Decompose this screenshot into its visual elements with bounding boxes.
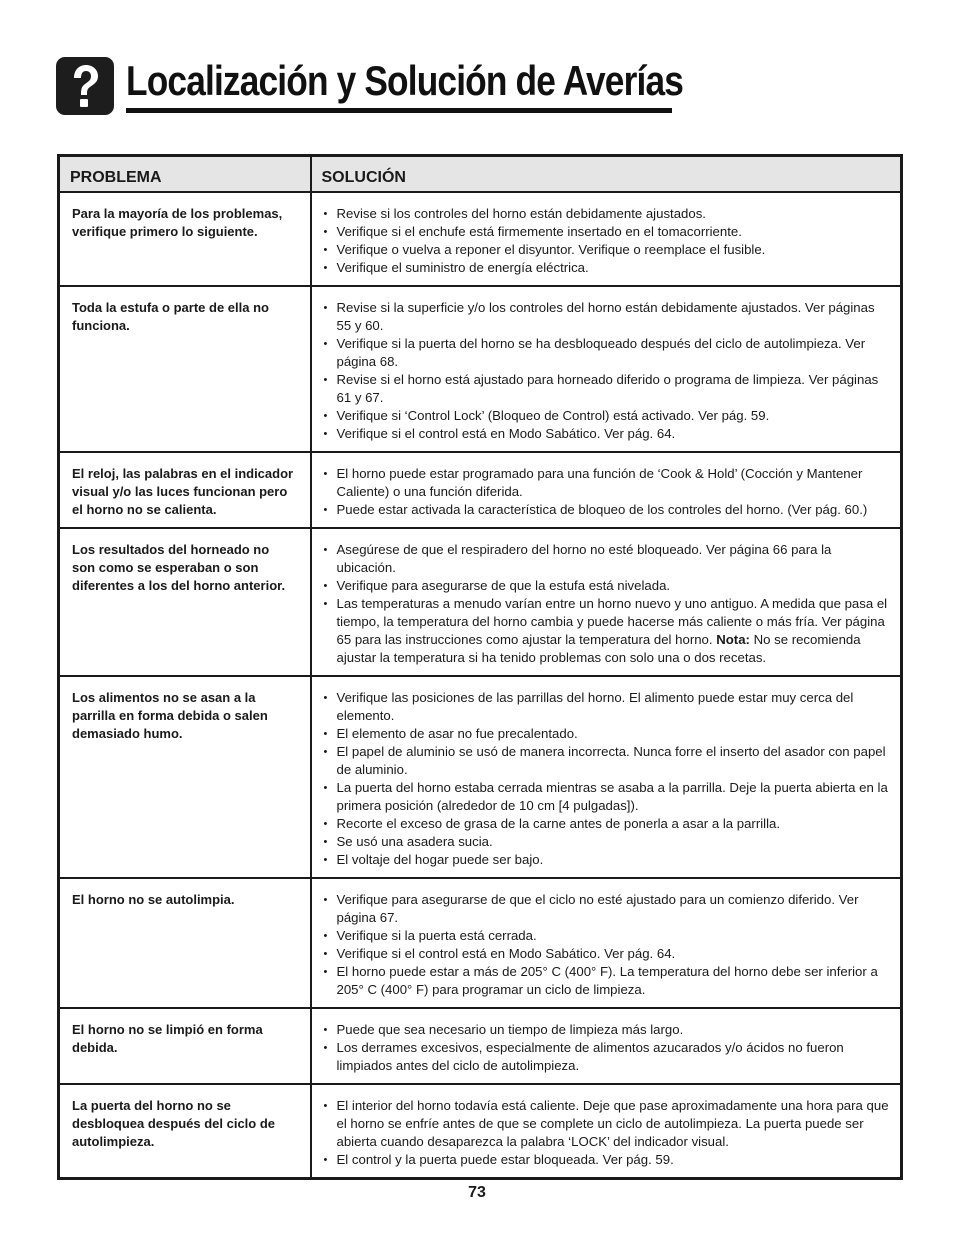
page-header [56,52,684,116]
column-header-problem: PROBLEMA [59,156,311,192]
solution-item: • Asegúrese de que el respiradero del horno no esté bloqueado. Ver página 66 para la ubicación. [320,541,893,577]
solution-item: • Verifique para asegurarse de que la estufa está nivelada. [320,577,893,595]
solution-cell [311,1008,902,1084]
column-header-solution: SOLUCIÓN [311,156,902,192]
table-row [59,1084,902,1179]
problem-cell: El reloj, las palabras en el indicador visual y/o las luces funcionan pero el horno no se calienta. [59,452,311,528]
solution-cell [311,676,902,878]
solution-list [320,465,893,519]
solution-item: • Verifique si la puerta del horno se ha desbloqueado después del ciclo de autolimpieza. Ver página 68. [320,335,893,371]
problem-cell: Los alimentos no se asan a la parrilla en forma debida o salen demasiado humo. [59,676,311,878]
table-row [59,452,902,528]
troubleshooting-table [57,154,903,1180]
solution-list [320,1021,893,1075]
table-row [59,528,902,676]
title-underline [126,108,672,113]
table-row [59,286,902,452]
solution-item: • El control y la puerta puede estar bloqueada. Ver pág. 59. [320,1151,893,1169]
solution-item: • Verifique las posiciones de las parrillas del horno. El alimento puede estar muy cerca del elemento. [320,689,893,725]
solution-list [320,1097,893,1169]
solution-item: • Revise si la superficie y/o los controles del horno están debidamente ajustados. Ver páginas 55 y 60. [320,299,893,335]
solution-item: • Revise si los controles del horno están debidamente ajustados. [320,205,893,223]
solution-item: • Los derrames excesivos, especialmente de alimentos azucarados y/o ácidos no fueron limpiados antes del ciclo de autolimpieza. [320,1039,893,1075]
solution-cell [311,286,902,452]
solution-item: • El papel de aluminio se usó de manera incorrecta. Nunca forre el inserto del asador con papel de aluminio. [320,743,893,779]
solution-item: • Revise si el horno está ajustado para horneado diferido o programa de limpieza. Ver páginas 61 y 67. [320,371,893,407]
solution-item: • El horno puede estar a más de 205° C (400° F). La temperatura del horno debe ser inferior a 205° C (400° F) para programar un ciclo de limpieza. [320,963,893,999]
solution-list [320,299,893,443]
solution-cell [311,878,902,1008]
solution-list [320,205,893,277]
table-row [59,1008,902,1084]
table-header-row [59,156,902,192]
table-row [59,878,902,1008]
solution-item: • La puerta del horno estaba cerrada mientras se asaba a la parrilla. Deje la puerta abierta en la primera posición (alrededor de 10 cm [4 pulgadas]). [320,779,893,815]
solution-cell [311,192,902,286]
page-number: 73 [468,1184,486,1201]
solution-item: • Se usó una asadera sucia. [320,833,893,851]
problem-cell: Para la mayoría de los problemas, verifique primero lo siguiente. [59,192,311,286]
problem-cell: La puerta del horno no se desbloquea después del ciclo de autolimpieza. [59,1084,311,1179]
table-row [59,192,902,286]
problem-cell: El horno no se autolimpia. [59,878,311,1008]
solution-item: • Las temperaturas a menudo varían entre un horno nuevo y uno antiguo. A medida que pasa el tiempo, la temperatura del horno cambia y puede hacerse más caliente o más fría. Ver página 65 para las instrucciones como ajustar la temperatura del horno. Nota: No se recomienda ajustar la temperatura si ha tenido problemas con solo una o dos recetas. [320,595,893,667]
question-mark-icon [56,57,114,115]
solution-cell [311,528,902,676]
solution-item: • El elemento de asar no fue precalentado. [320,725,893,743]
solution-cell [311,1084,902,1179]
problem-cell: Toda la estufa o parte de ella no funciona. [59,286,311,452]
solution-cell [311,452,902,528]
table-body [59,192,902,1179]
solution-item: • Verifique si el control está en Modo Sabático. Ver pág. 64. [320,425,893,443]
solution-list [320,689,893,869]
solution-item: • El interior del horno todavía está caliente. Deje que pase aproximadamente una hora para que el horno se enfríe antes de que se complete un ciclo de autolimpieza. La puerta puede ser abierta cuando desaparezca la palabra ‘LOCK’ del indicador visual. [320,1097,893,1151]
solution-item: • Recorte el exceso de grasa de la carne antes de ponerla a asar a la parrilla. [320,815,893,833]
solution-item: • Verifique o vuelva a reponer el disyuntor. Verifique o reemplace el fusible. [320,241,893,259]
solution-item: • Puede que sea necesario un tiempo de limpieza más largo. [320,1021,893,1039]
solution-item: • El voltaje del hogar puede ser bajo. [320,851,893,869]
solution-item: • Verifique el suministro de energía eléctrica. [320,259,893,277]
solution-list [320,541,893,667]
solution-item: • Verifique para asegurarse de que el ciclo no esté ajustado para un comienzo diferido. Ver página 67. [320,891,893,927]
table-row [59,676,902,878]
solution-item: • Verifique si el enchufe está firmemente insertado en el tomacorriente. [320,223,893,241]
page-title: Localización y Solución de Averías [126,57,684,104]
solution-item: • Verifique si ‘Control Lock’ (Bloqueo de Control) está activado. Ver pág. 59. [320,407,893,425]
solution-item: • Verifique si la puerta está cerrada. [320,927,893,945]
solution-item: • El horno puede estar programado para una función de ‘Cook & Hold’ (Cocción y Mantener Caliente) o una función diferida. [320,465,893,501]
problem-cell: El horno no se limpió en forma debida. [59,1008,311,1084]
solution-item: • Verifique si el control está en Modo Sabático. Ver pág. 64. [320,945,893,963]
solution-item: • Puede estar activada la característica de bloqueo de los controles del horno. (Ver pág. 60.) [320,501,893,519]
problem-cell: Los resultados del horneado no son como se esperaban o son diferentes a los del horno anterior. [59,528,311,676]
solution-list [320,891,893,999]
